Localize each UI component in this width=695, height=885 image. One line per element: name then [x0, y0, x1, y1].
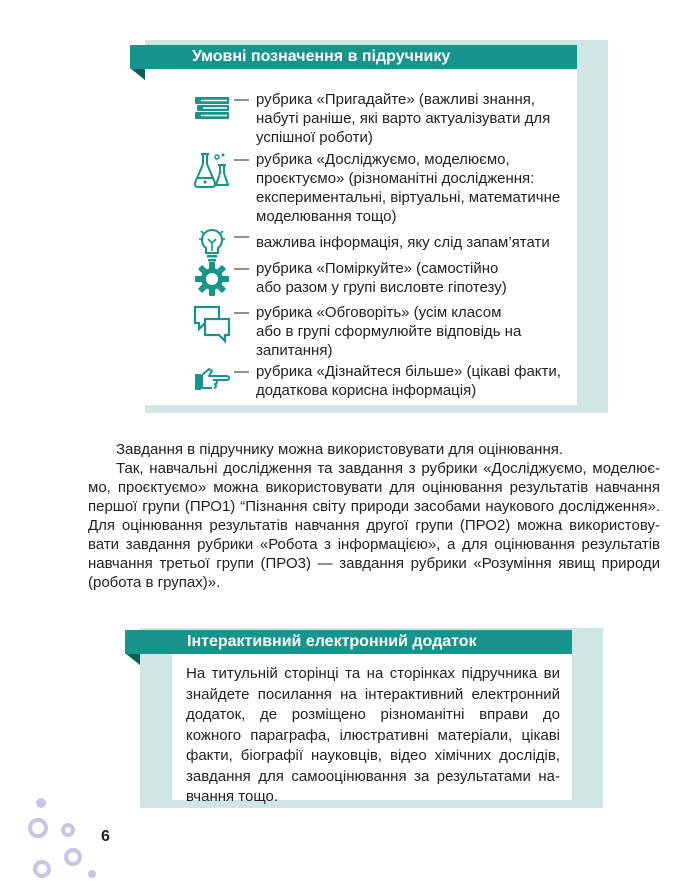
legend-item-remember [192, 90, 574, 147]
flask-icon [192, 150, 232, 190]
decor-dot [36, 798, 46, 808]
body-paragraph-1: Завдання в підручнику можна використовувати для оцінювання. [116, 441, 564, 458]
legend-dash: — [234, 151, 249, 168]
interactive-box-title: Інтерактивний електронний додаток [125, 630, 572, 654]
legend-dash: — [234, 228, 249, 245]
pointing-hand-icon [192, 362, 232, 398]
legend-item-research [192, 150, 586, 226]
legend-text: рубрика «Обговоріть» (усім класом або в групі сформулюйте відповідь на запитання) [256, 304, 522, 359]
page-number: 6 [101, 828, 110, 845]
interactive-banner-fold [125, 653, 140, 665]
legend-item-think [192, 259, 526, 299]
speech-bubbles-icon [192, 303, 232, 345]
decor-dot [33, 860, 51, 878]
decor-dot [61, 823, 75, 837]
legend-text: рубрика «Дізнайтеся більше» (цікаві факти, додаткова корисна інформація) [256, 363, 561, 399]
body-paragraph-2: Так, навчальні дослідження та завдання з рубрики «Досліджуємо, моделюємо, проєктуємо» можна використовувати для оцінювання результатів навчання першої групи (ПРО1) “Пізнання світу природи засобами наукового дослідження». Для оцінювання результатів навчання другої групи (ПРО2) можна використовувати завдання рубрики «Робота з інформацією», а для оцінювання результатів навчання третьої групи (ПРО3) — завдання рубрики «Розуміння явищ природи (робота в групах)». [88, 460, 660, 591]
legend-dash: — [234, 260, 249, 277]
gear-icon [192, 259, 232, 299]
legend-banner-fold [130, 68, 145, 80]
legend-text: рубрика «Пригадайте» (важливі знання, набуті раніше, які варто актуалізувати для успішної роботи) [256, 91, 551, 146]
books-icon [192, 90, 232, 126]
legend-text: важлива інформація, яку слід запам’ятати [256, 234, 550, 251]
decor-dot [64, 848, 82, 866]
decor-dot [88, 870, 96, 878]
legend-item-discuss [192, 303, 526, 360]
decor-dot [28, 818, 48, 838]
legend-box-title: Умовні позначення в підручнику [130, 45, 577, 69]
interactive-box-text: На титульній сторінці та на сторінках підручника ви знайдете посилання на інтерактивний електронний додаток, де розміщено різноманітні вправи до кожного параграфа, ілюстративні матеріали, цікаві факти, біографії науковців, відео хімічних дослідів, завдання для самооцінювання за результатами навчання тощо. [186, 665, 560, 805]
legend-dash: — [234, 304, 249, 321]
legend-dash: — [234, 363, 249, 380]
legend-text: рубрика «Досліджуємо, моделюємо, проєктуємо» (різноманітні дослідження: експериментальні, віртуальні, математичне моделювання тощо) [256, 151, 561, 225]
legend-dash: — [234, 91, 249, 108]
legend-item-learn-more [192, 362, 566, 400]
legend-text: рубрика «Поміркуйте» (самостійно або разом у групі висловте гіпотезу) [256, 260, 507, 296]
lightbulb-icon [192, 227, 232, 263]
legend-item-important [192, 227, 586, 263]
